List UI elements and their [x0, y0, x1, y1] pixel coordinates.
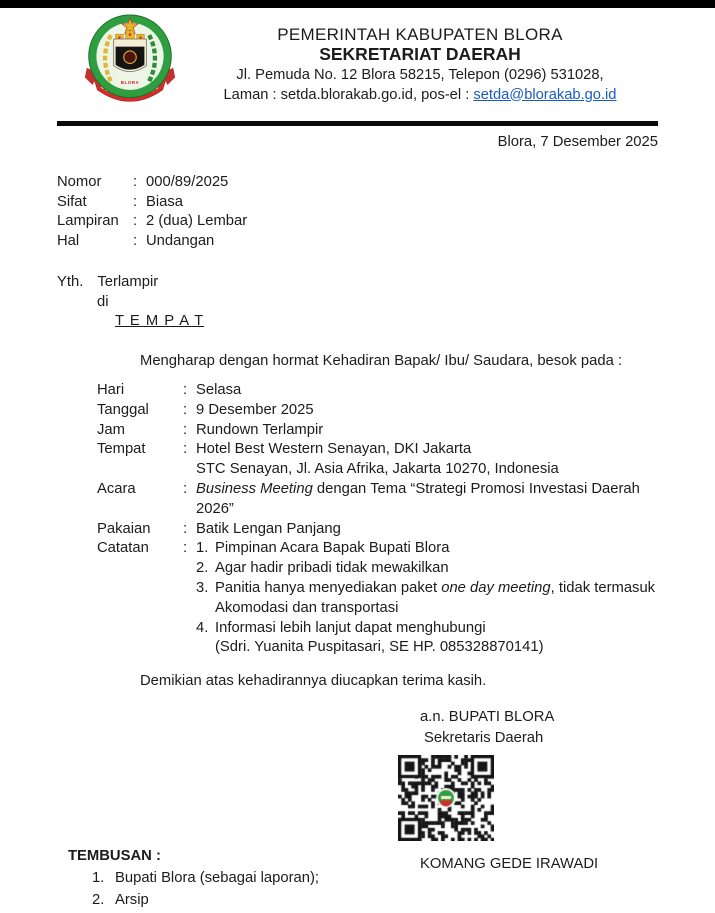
item-text — [215, 619, 658, 659]
detail-label: Hari — [97, 382, 125, 398]
letterhead-divider — [57, 121, 658, 126]
detail-value: Rundown Terlampir — [196, 421, 324, 438]
catatan-item-3 — [196, 579, 658, 619]
meta-value: Undangan — [146, 233, 215, 250]
item-text: Arsip — [115, 892, 149, 908]
catatan-item-4 — [196, 619, 658, 659]
colon-separator: : — [183, 382, 188, 398]
item-text: Agar hadir pribadi tidak mewakilkan — [215, 560, 449, 577]
colon-separator: : — [183, 441, 188, 458]
acara-italic-text: Business Meeting — [196, 480, 313, 497]
letterhead-agency-name: SEKRETARIAT DAERAH — [319, 43, 521, 64]
letterhead — [175, 25, 665, 105]
item-text — [215, 579, 658, 619]
detail-value: 9 Desember 2025 — [196, 401, 314, 418]
colon-separator: : — [183, 540, 188, 557]
recipient-di: di — [97, 293, 109, 310]
item-text-post: , tidak termasuk Akomodasi dan transportasi — [215, 579, 656, 616]
catatan-item-1 — [196, 539, 658, 559]
recipient-line — [57, 273, 204, 293]
signature-on-behalf: a.n. BUPATI BLORA — [420, 709, 555, 725]
colon-separator: : — [133, 213, 138, 230]
detail-value — [196, 440, 658, 480]
meta-value: Biasa — [146, 193, 184, 210]
event-details — [97, 381, 658, 658]
detail-row-hari — [97, 381, 658, 401]
item-number: 1. — [92, 870, 105, 886]
meta-row-sifat — [57, 193, 247, 213]
colon-separator: : — [183, 421, 188, 438]
colon-separator: : — [183, 480, 188, 497]
item-number: 4. — [196, 619, 209, 636]
meta-block — [57, 173, 247, 252]
meta-row-lampiran — [57, 212, 247, 232]
recipient-place: T E M P A T — [115, 313, 205, 330]
catatan-item-2 — [196, 559, 658, 579]
meta-value: 2 (dua) Lembar — [146, 213, 248, 230]
acara-rest-text: dengan Tema “Strategi Promosi Investasi Daerah 2026” — [196, 480, 640, 517]
seal-tower-dot — [118, 36, 120, 38]
tembusan-item-1 — [92, 867, 319, 889]
item-number: 2. — [92, 892, 105, 908]
item-text-line-1: Informasi lebih lanjut dapat menghubungi — [215, 619, 486, 636]
meta-label: Hal — [57, 233, 80, 250]
tembusan-title: TEMBUSAN : — [68, 848, 161, 864]
letterhead-web-line — [175, 86, 665, 106]
item-number: 1. — [196, 540, 209, 557]
detail-row-tempat — [97, 440, 658, 480]
detail-row-pakaian — [97, 520, 658, 540]
meta-row-hal — [57, 232, 247, 252]
catatan-list — [196, 539, 658, 658]
date-line: Blora, 7 Desember 2025 — [497, 134, 658, 150]
letterhead-laman-text: Laman : setda.blorakab.go.id, pos-el : — [223, 86, 474, 103]
colon-separator: : — [133, 233, 138, 250]
closing-paragraph: Demikian atas kehadirannya diucapkan terima kasih. — [140, 673, 487, 689]
recipient-yth: Yth. — [57, 274, 84, 290]
signature-block — [398, 707, 658, 875]
item-text-italic: one day meeting — [441, 579, 551, 596]
detail-label: Catatan — [97, 540, 149, 557]
detail-value: Selasa — [196, 382, 242, 398]
letterhead-government-name: PEMERINTAH KABUPATEN BLORA — [277, 25, 563, 44]
item-text-pre: Panitia hanya menyediakan paket — [215, 579, 442, 596]
signature-name: KOMANG GEDE IRAWADI — [420, 856, 599, 872]
signature-title: Sekretaris Daerah — [424, 729, 544, 746]
detail-row-jam — [97, 421, 658, 441]
signature-qr-code-icon — [398, 755, 494, 841]
item-number: 3. — [196, 579, 209, 596]
detail-label: Tanggal — [97, 401, 149, 418]
item-text-line-2: (Sdri. Yuanita Puspitasari, SE HP. 085328870141) — [215, 639, 544, 656]
colon-separator: : — [133, 174, 138, 190]
recipient-block — [57, 273, 204, 332]
tempat-line-2: STC Senayan, Jl. Asia Afrika, Jakarta 10270, Indonesia — [196, 461, 559, 478]
detail-label: Acara — [97, 480, 136, 497]
item-number: 2. — [196, 560, 209, 577]
recipient-name: Terlampir — [97, 274, 159, 290]
meta-label: Sifat — [57, 193, 87, 210]
tembusan-block — [68, 845, 319, 911]
item-text: Pimpinan Acara Bapak Bupati Blora — [215, 540, 450, 557]
opening-paragraph: Mengharap dengan hormat Kehadiran Bapak/ Ibu/ Saudara, besok pada : — [140, 353, 623, 369]
detail-row-tanggal — [97, 401, 658, 421]
letterhead-address: Jl. Pemuda No. 12 Blora 58215, Telepon (0296) 531028, — [236, 67, 604, 83]
meta-row-nomor — [57, 173, 247, 193]
colon-separator: : — [183, 520, 188, 537]
detail-row-catatan — [97, 539, 658, 658]
seal-tower-dot — [139, 36, 141, 38]
detail-value — [196, 480, 658, 520]
meta-label: Lampiran — [57, 213, 119, 230]
tempat-line-1: Hotel Best Western Senayan, DKI Jakarta — [196, 441, 472, 458]
blora-seal-graphic — [82, 14, 178, 110]
email-link[interactable]: setda@blorakab.go.id — [473, 86, 617, 103]
detail-row-acara — [97, 480, 658, 520]
item-text: Bupati Blora (sebagai laporan); — [115, 870, 319, 886]
blora-regency-seal-icon — [82, 14, 178, 110]
seal-emblem-circle — [124, 51, 136, 63]
meta-label: Nomor — [57, 174, 102, 190]
detail-label: Pakaian — [97, 520, 151, 537]
colon-separator: : — [133, 193, 138, 210]
scan-top-edge — [0, 0, 715, 8]
detail-value: Batik Lengan Panjang — [196, 520, 341, 537]
meta-value: 000/89/2025 — [146, 174, 229, 190]
seal-blora-label: BLORA — [120, 80, 140, 86]
detail-label: Tempat — [97, 441, 146, 458]
seal-tower-dot — [129, 33, 131, 35]
colon-separator: : — [183, 401, 188, 418]
tembusan-item-2 — [92, 889, 319, 911]
detail-label: Jam — [97, 421, 125, 438]
